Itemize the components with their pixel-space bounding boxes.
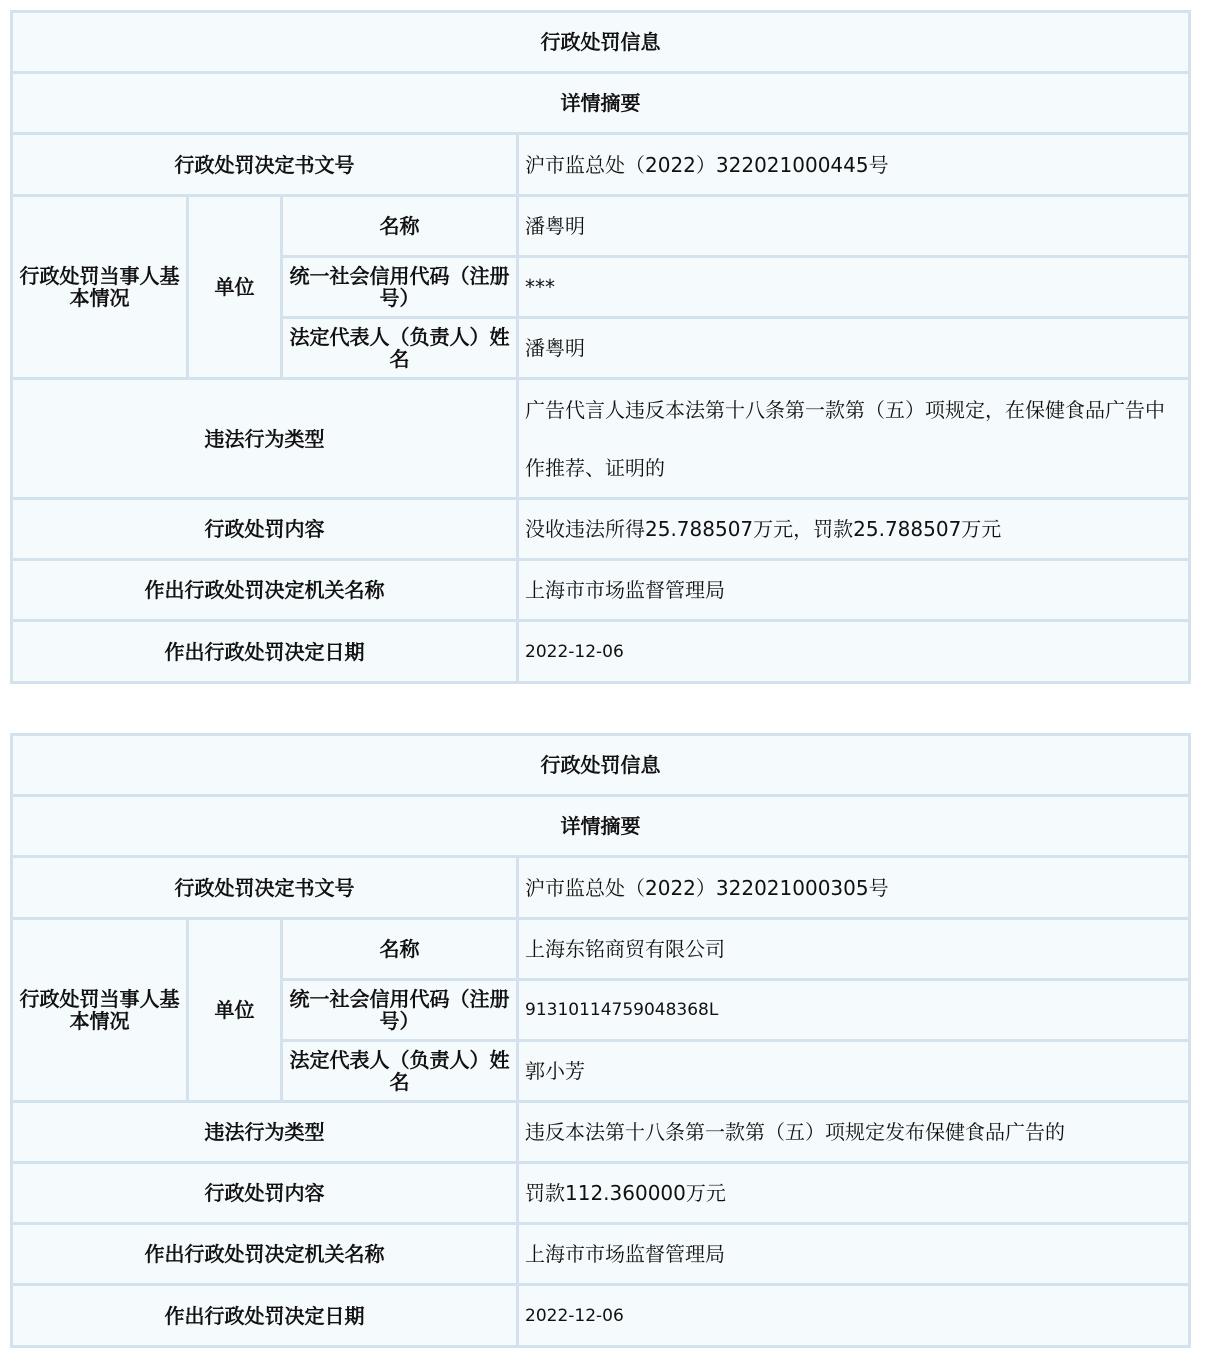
authority-value: 上海市市场监督管理局 <box>518 1224 1190 1285</box>
name-value: 潘粤明 <box>518 196 1190 257</box>
penalty-content-value: 没收违法所得25.788507万元，罚款25.788507万元 <box>518 499 1190 560</box>
legal-rep-label: 法定代表人（负责人）姓名 <box>282 318 518 379</box>
penalty-content-value: 罚款112.360000万元 <box>518 1163 1190 1224</box>
credit-code-value: 91310114759048368L <box>518 980 1190 1041</box>
legal-rep-value: 郭小芳 <box>518 1041 1190 1102</box>
unit-label: 单位 <box>188 196 282 379</box>
legal-rep-label: 法定代表人（负责人）姓名 <box>282 1041 518 1102</box>
date-label: 作出行政处罚决定日期 <box>12 1285 518 1347</box>
decision-no-label: 行政处罚决定书文号 <box>12 857 518 919</box>
violation-type-label: 违法行为类型 <box>12 1102 518 1163</box>
legal-rep-value: 潘粤明 <box>518 318 1190 379</box>
decision-no-label: 行政处罚决定书文号 <box>12 134 518 196</box>
unit-label: 单位 <box>188 919 282 1102</box>
authority-value: 上海市市场监督管理局 <box>518 560 1190 621</box>
name-label: 名称 <box>282 196 518 257</box>
table-title: 行政处罚信息 <box>12 735 1190 796</box>
table-subtitle: 详情摘要 <box>12 73 1190 134</box>
table-subtitle: 详情摘要 <box>12 796 1190 857</box>
name-label: 名称 <box>282 919 518 980</box>
date-value: 2022-12-06 <box>518 621 1190 683</box>
party-label: 行政处罚当事人基本情况 <box>12 196 188 379</box>
violation-type-value: 广告代言人违反本法第十八条第一款第（五）项规定，在保健食品广告中作推荐、证明的 <box>518 379 1190 499</box>
violation-type-label: 违法行为类型 <box>12 379 518 499</box>
penalty-record-table-1 <box>10 10 1191 684</box>
decision-no-value: 沪市监总处（2022）322021000305号 <box>518 857 1190 919</box>
name-value: 上海东铭商贸有限公司 <box>518 919 1190 980</box>
date-value: 2022-12-06 <box>518 1285 1190 1347</box>
authority-label: 作出行政处罚决定机关名称 <box>12 560 518 621</box>
penalty-content-label: 行政处罚内容 <box>12 499 518 560</box>
credit-code-value: *** <box>518 257 1190 318</box>
authority-label: 作出行政处罚决定机关名称 <box>12 1224 518 1285</box>
credit-code-label: 统一社会信用代码（注册号） <box>282 257 518 318</box>
decision-no-value: 沪市监总处（2022）322021000445号 <box>518 134 1190 196</box>
date-label: 作出行政处罚决定日期 <box>12 621 518 683</box>
party-label: 行政处罚当事人基本情况 <box>12 919 188 1102</box>
table-title: 行政处罚信息 <box>12 12 1190 73</box>
penalty-content-label: 行政处罚内容 <box>12 1163 518 1224</box>
penalty-record-table-2 <box>10 733 1191 1348</box>
credit-code-label: 统一社会信用代码（注册号） <box>282 980 518 1041</box>
violation-type-value: 违反本法第十八条第一款第（五）项规定发布保健食品广告的 <box>518 1102 1190 1163</box>
